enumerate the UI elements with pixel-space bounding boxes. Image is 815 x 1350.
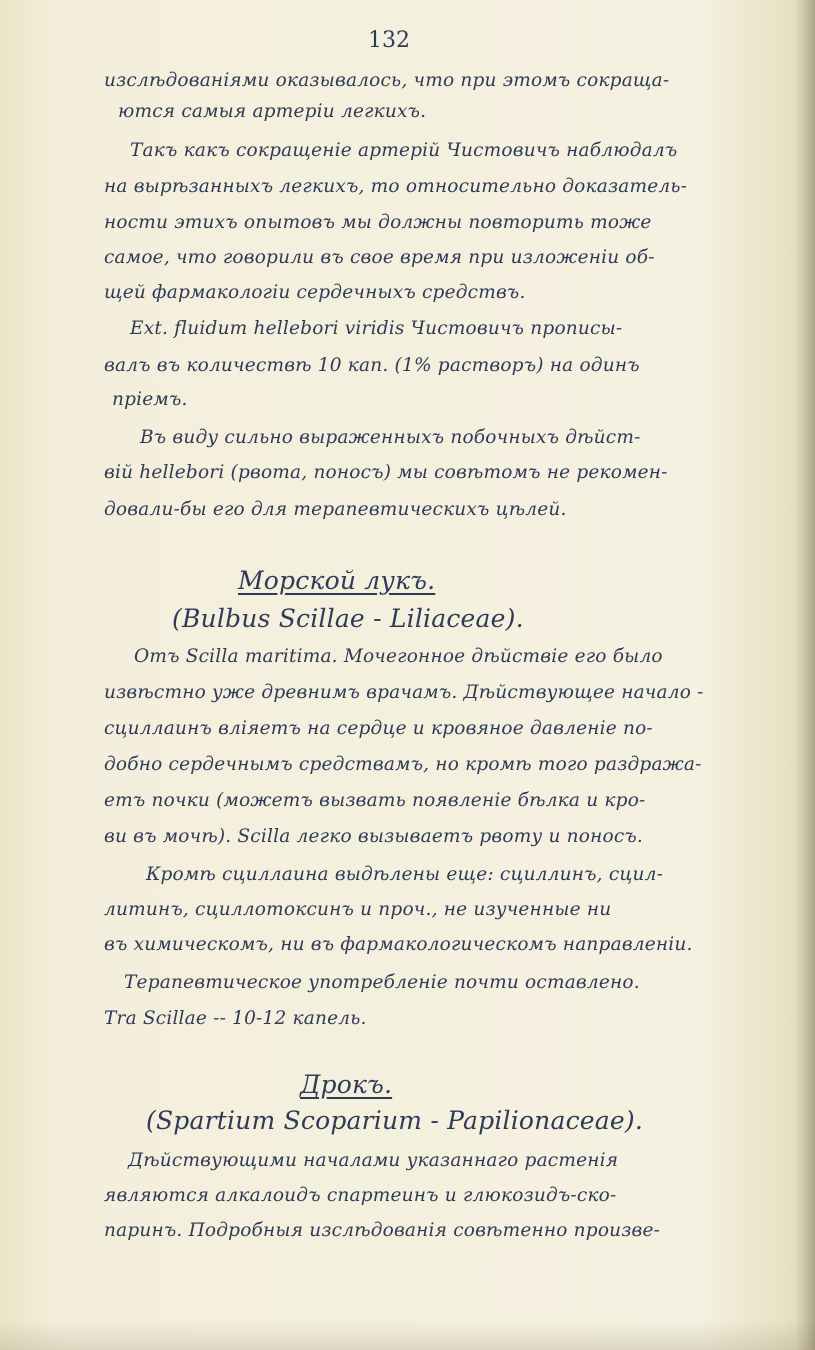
text-line: въ химическомъ, ни въ фармакологическомъ направленіи. [104,934,693,955]
text-line: на вырѣзанныхъ легкихъ, то относительно доказатель- [104,176,688,197]
text-line: Въ виду сильно выраженныхъ побочныхъ дѣйст- [140,427,641,448]
text-line: пріемъ. [112,389,188,410]
text-line: Дѣйствующими началами указаннаго растенія [128,1150,619,1171]
text-line: Отъ Scilla maritima. Мочегонное дѣйствіе его было [134,646,663,667]
text-line: ности этихъ опытовъ мы должны повторить тоже [104,212,652,233]
text-line: валъ въ количествѣ 10 кап. (1% растворъ) на одинъ [104,355,640,376]
text-line: вій hellebori (рвота, поносъ) мы совѣтомъ не рекомен- [104,462,668,483]
text-line: Кромѣ сциллаина выдѣлены еще: сциллинъ, сцил- [146,864,664,885]
text-line: сциллаинъ вліяетъ на сердце и кровяное давленіе по- [104,718,653,739]
text-line: паринъ. Подробныя изслѣдованія совѣтенно произве- [104,1220,661,1241]
page-bottom-shadow [0,1320,815,1350]
text-line: ви въ мочѣ). Scilla легко вызываетъ рвоту и поносъ. [104,826,644,847]
text-line: являются алкалоидъ спартеинъ и глюкозидъ-ско- [104,1185,617,1206]
text-line: литинъ, сциллотоксинъ и проч., не изученные ни [104,899,612,920]
text-line: самое, что говорили въ свое время при изложеніи об- [104,247,655,268]
text-line: ются самыя артеріи легкихъ. [118,101,427,122]
text-line: етъ почки (можетъ вызвать появленіе бѣлка и кро- [104,790,646,811]
text-line: извѣстно уже древнимъ врачамъ. Дѣйствующее начало - [104,682,704,703]
text-line: щей фармакологіи сердечныхъ средствъ. [104,282,526,303]
text-line: добно сердечнымъ средствамъ, но кромѣ того раздража- [104,754,702,775]
section-heading: Морской лукъ. [238,566,436,595]
text-line: Tra Scillae -- 10-12 капель. [104,1008,367,1029]
section-subheading: (Spartium Scoparium - Papilionaceae). [146,1106,643,1135]
section-subheading: (Bulbus Scillae - Liliaceae). [172,604,524,633]
text-line: изслѣдованіями оказывалось, что при этомъ сокраща- [104,70,670,91]
text-line: Такъ какъ сокращеніе артерій Чистовичъ наблюдалъ [130,140,678,161]
text-line: довали-бы его для терапевтическихъ цѣлей. [104,499,567,520]
page-edge-shadow [795,0,815,1350]
page-number: 132 [368,28,410,53]
text-line: Терапевтическое употребленіе почти оставлено. [124,972,640,993]
text-line: Ext. fluidum hellebori viridis Чистовичъ прописы- [130,318,623,339]
section-heading: Дрокъ. [300,1070,393,1099]
